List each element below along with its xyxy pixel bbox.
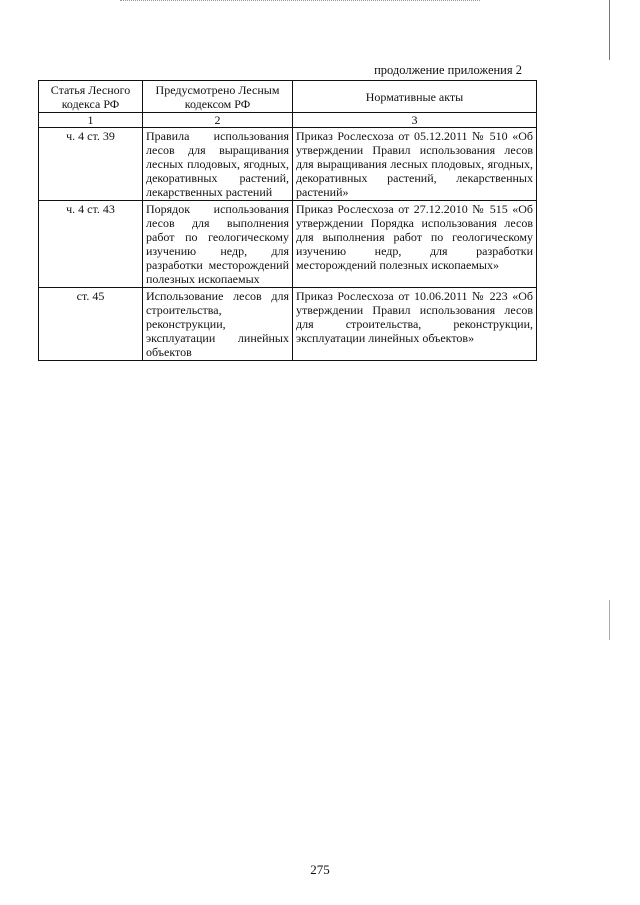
act-cell: Приказ Рослесхоза от 05.12.2011 № 510 «Об утверждении Правил использования лесов для выращивания лесных плодовых, ягодных, декоративных растений, лекарственных растений»	[293, 128, 537, 201]
table-row	[39, 128, 537, 201]
header-provision: Предусмотрено Лесным кодексом РФ	[143, 81, 293, 113]
column-number: 1	[39, 113, 143, 128]
provision-cell: Правила использования лесов для выращивания лесных плодовых, ягодных, декоративных растений, лекарственных растений	[143, 128, 293, 201]
provision-cell: Порядок использования лесов для выполнения работ по геологическому изучению недр, для разработки месторождений полезных ископаемых	[143, 201, 293, 288]
article-cell: ст. 45	[39, 288, 143, 361]
table-row	[39, 288, 537, 361]
article-cell: ч. 4 ст. 43	[39, 201, 143, 288]
column-number-row	[39, 113, 537, 128]
scan-artifact	[609, 0, 610, 60]
page-number: 275	[310, 862, 330, 877]
act-cell: Приказ Рослесхоза от 10.06.2011 № 223 «Об утверждении Правил использования лесов для строительства, реконструкции, эксплуатации линейных объектов»	[293, 288, 537, 361]
table-row	[39, 201, 537, 288]
article-cell: ч. 4 ст. 39	[39, 128, 143, 201]
header-article: Статья Лесного кодекса РФ	[39, 81, 143, 113]
provision-cell: Использование лесов для строительства, реконструкции, эксплуатации линейных объектов	[143, 288, 293, 361]
column-number: 2	[143, 113, 293, 128]
continuation-label: продолжение приложения 2	[374, 63, 522, 77]
column-number: 3	[293, 113, 537, 128]
normative-acts-table	[38, 80, 537, 361]
scan-artifact	[609, 600, 610, 640]
act-cell: Приказ Рослесхоза от 27.12.2010 № 515 «Об утверждении Порядка использования лесов для выполнения работ по геологическому изучению недр, для разработки месторождений полезных ископаемых»	[293, 201, 537, 288]
table-header-row	[39, 81, 537, 113]
header-acts: Нормативные акты	[293, 81, 537, 113]
scan-artifact	[120, 0, 480, 3]
